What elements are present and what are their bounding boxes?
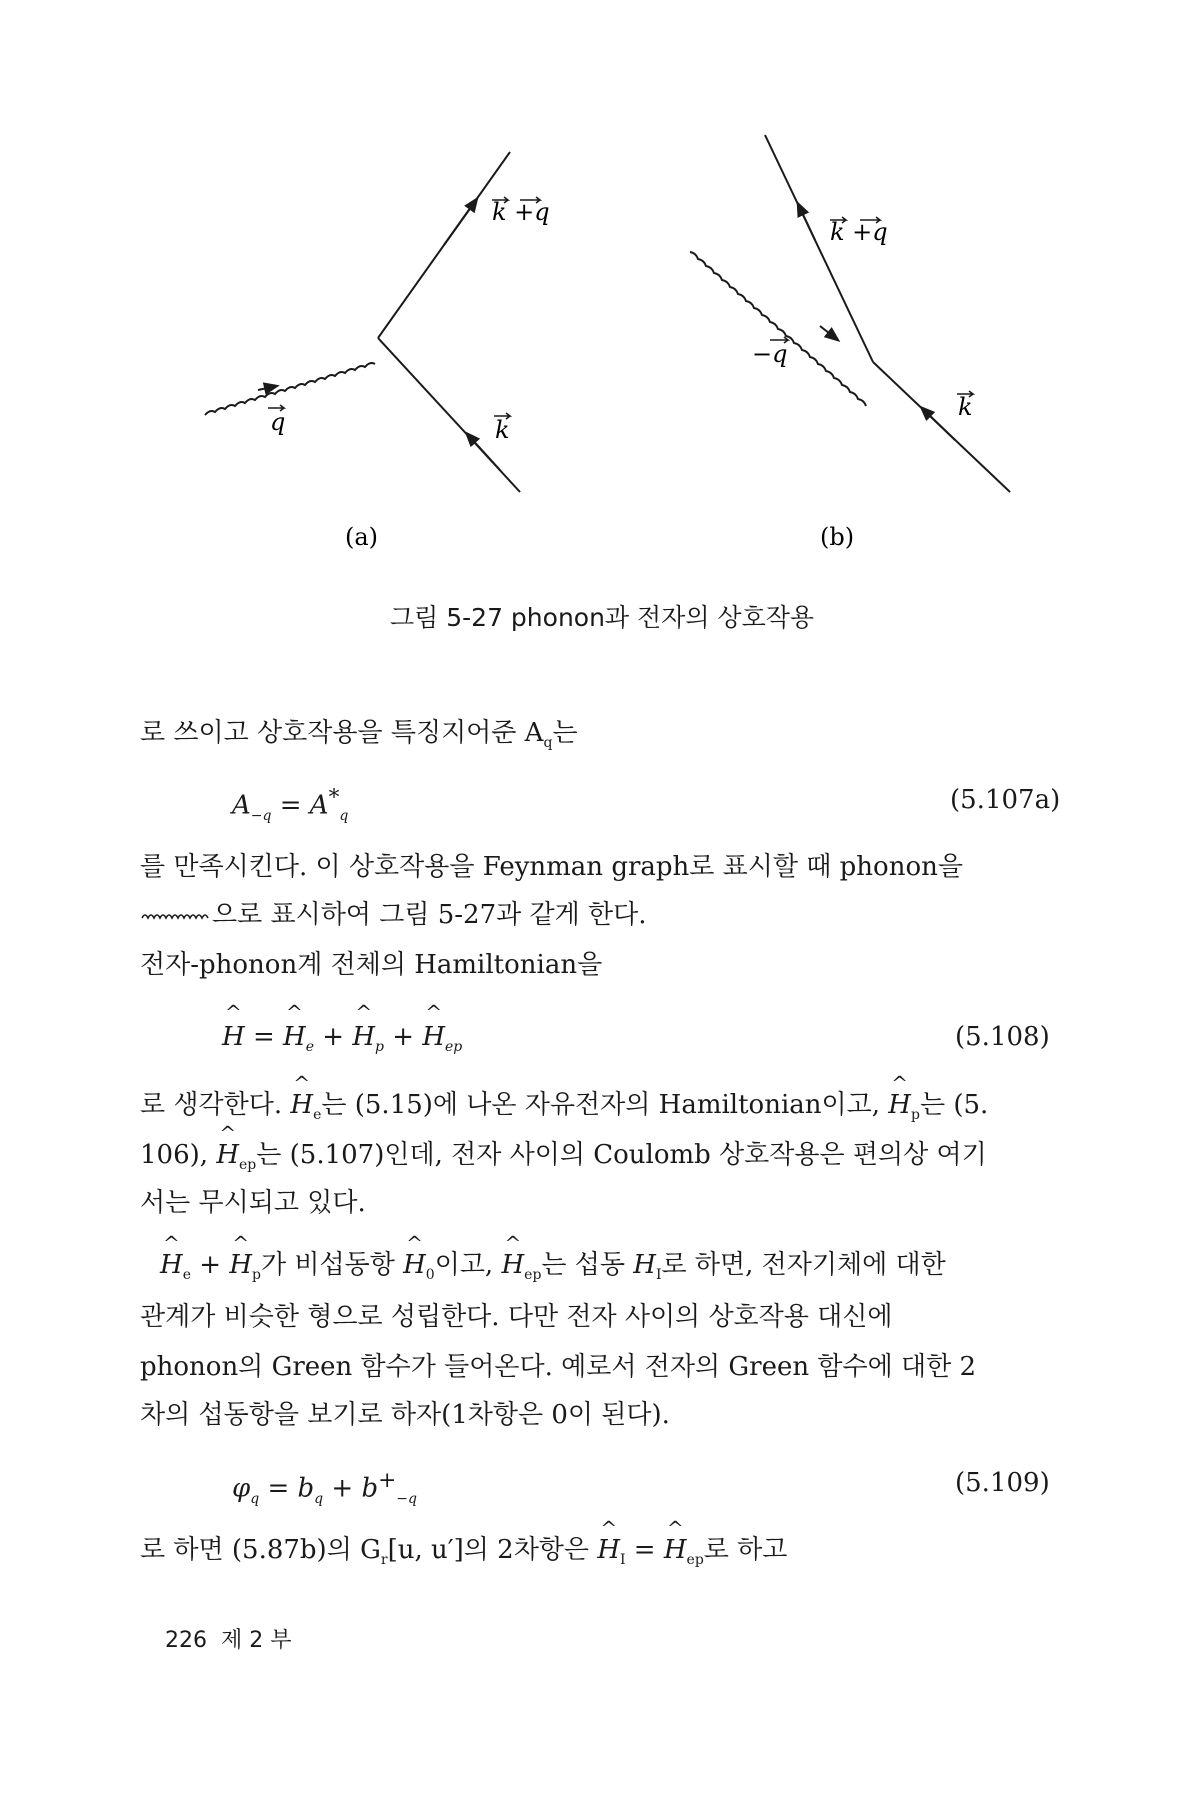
diagram-a — [205, 152, 550, 551]
paragraph-3: 전자-phonon계 전체의 Hamiltonian을 — [140, 950, 603, 980]
equation-number-5-108: (5.108) — [955, 1022, 1050, 1052]
paragraph-4-line-1: 로 생각한다. ^ $H_e$는 (5.15)에 나온 자유전자의 Hamiltonian이고, ^ $H_p$는 (5. — [140, 1090, 1080, 1130]
label-k-a: k — [495, 416, 510, 444]
caption-b-label: (b) — [820, 523, 855, 551]
equation-5-109: $\varphi_q = b_q + b^+_{-q}$ — [232, 1468, 417, 1507]
paragraph-2-line-1: 를 만족시킨다. 이 상호작용을 Feynman graph로 표시할 때 phonon을 — [140, 852, 963, 882]
phonon-arrow-b — [820, 326, 834, 337]
figure-caption: 그림 5-27 phonon과 전자의 상호작용 — [390, 603, 815, 632]
electron-arrow-b-bottom — [925, 411, 955, 440]
electron-arrow-b-top — [800, 208, 815, 240]
phonon-wavy-line — [205, 363, 375, 415]
label-minus-q-b: −q — [752, 340, 788, 368]
paragraph-5-line-2: 관계가 비슷한 형으로 성립한다. 다만 전자 사이의 상호작용 대신에 — [140, 1302, 893, 1332]
paragraph-4-line-3: 서는 무시되고 있다. — [140, 1188, 366, 1218]
page-footer — [165, 1623, 292, 1654]
feynman-diagrams — [0, 100, 1200, 560]
equation-number-5-109: (5.109) — [955, 1468, 1050, 1498]
diagram-b — [690, 135, 1010, 551]
phonon-arrow — [258, 387, 272, 390]
label-k-plus-q-b: k +q — [830, 218, 888, 246]
paragraph-4-line-2: 106), ^ $H_{ep}$는 (5.107)인데, 전자 사이의 Coulomb 상호작용은 편의상 여기 — [140, 1140, 1080, 1180]
paragraph-2-line-2: 으로 표시하여 그림 5-27과 같게 한다. — [140, 900, 647, 930]
equation-5-108: ^ H = ^ $H_e$ + ^ $H_p$ + ^ $H_{ep}$ — [222, 1022, 462, 1055]
equation-number-5-107a: (5.107a) — [950, 785, 1061, 815]
equation-5-107a: $A_{-q} = A^*_q$ — [232, 785, 349, 824]
page-number: 226 — [165, 1628, 207, 1653]
paragraph-5-line-1: ^ $H_e$ + ^ $H_p$가 비섭동항 ^ $H_0$이고, ^ $H_{ep}$는 섭동 $H_I$로 하면, 전자기체에 대한 — [160, 1250, 1080, 1290]
label-k-plus-q-a: k +q — [492, 198, 550, 226]
part-label: 제 2 부 — [221, 1628, 292, 1653]
caption-a-label: (a) — [345, 523, 379, 551]
label-q-a: q — [270, 408, 286, 436]
electron-line-b-top — [765, 135, 873, 362]
electron-arrow-out — [444, 203, 474, 245]
label-k-b: k — [958, 393, 973, 421]
paragraph-5-line-3: phonon의 Green 함수가 들어온다. 예로서 전자의 Green 함수에 대한 2 — [140, 1352, 977, 1382]
wavy-line-symbol — [140, 908, 212, 924]
paragraph-6: 로 하면 (5.87b)의 $G_r[u$, u′]의 2차항은 ^ $H_I$ = ^ $H_{ep}$로 하고 — [140, 1535, 1080, 1575]
paragraph-1: 로 쓰이고 상호작용을 특징지어준 $A_q$는 — [140, 718, 578, 752]
phonon-wavy-line-b — [690, 252, 866, 406]
paragraph-5-line-4: 차의 섭동항을 보기로 하자(1차항은 0이 된다). — [140, 1400, 670, 1430]
